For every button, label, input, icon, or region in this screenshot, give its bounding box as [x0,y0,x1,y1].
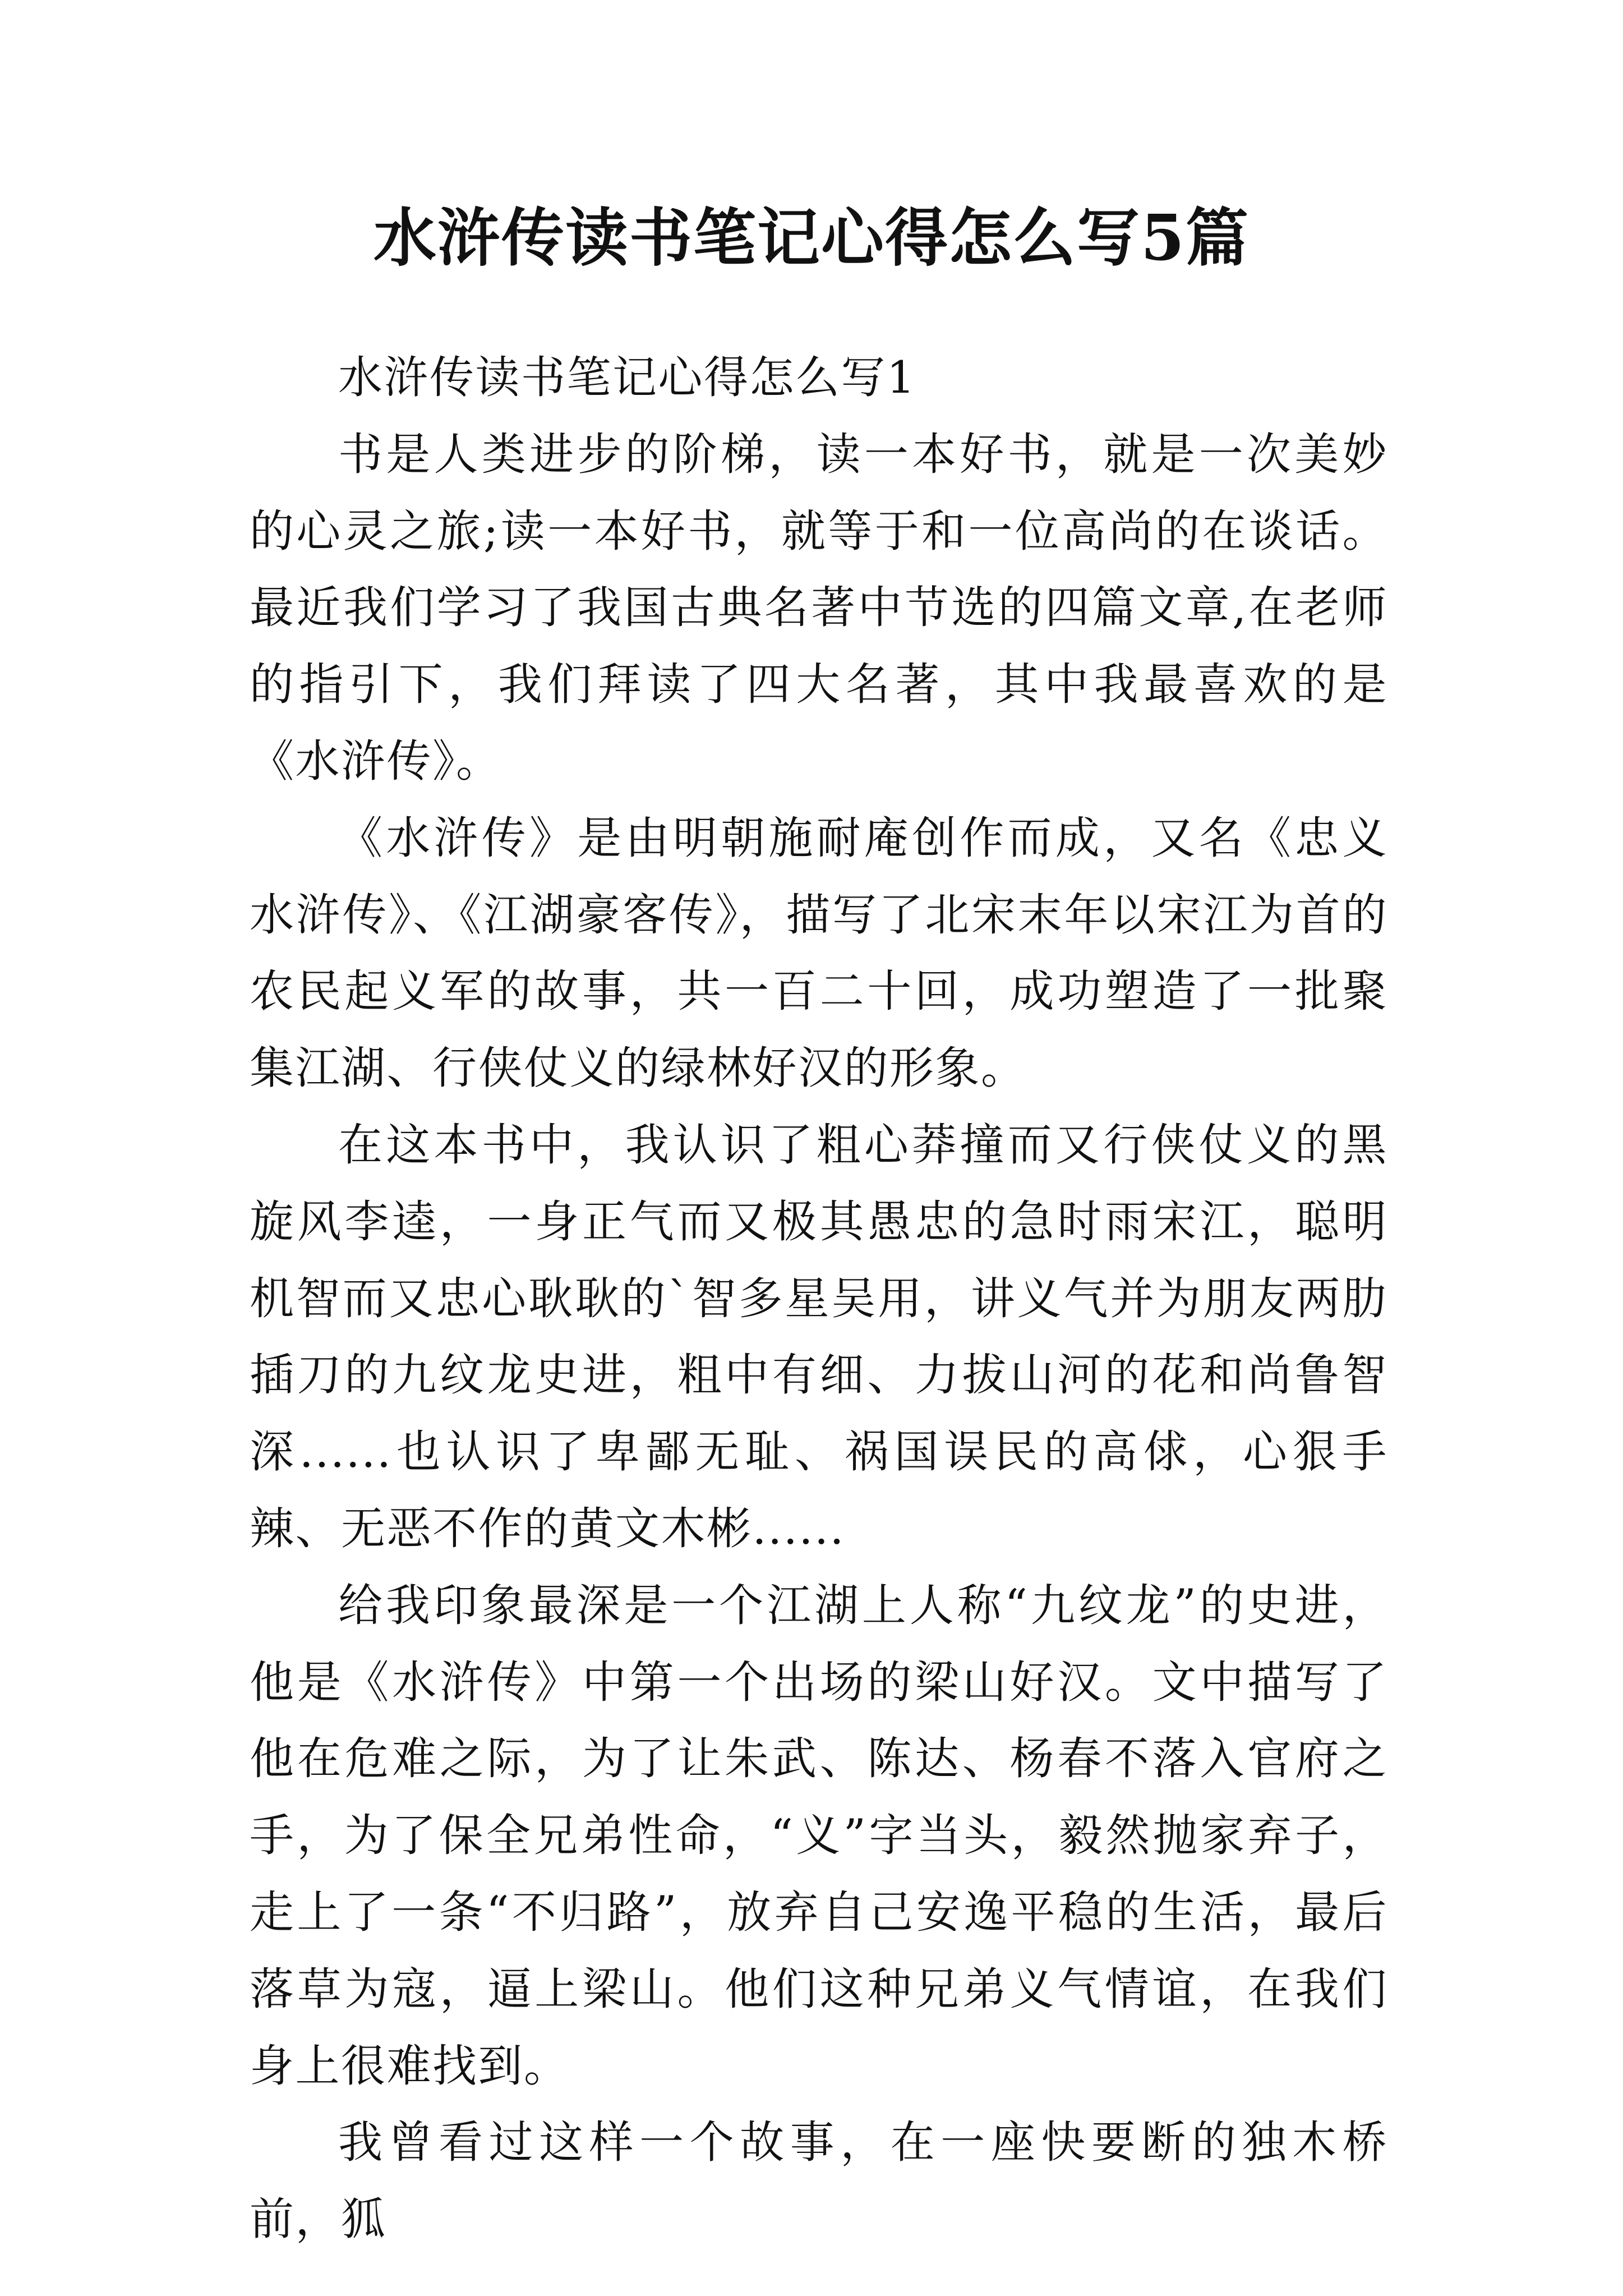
paragraph: 《水浒传》是由明朝施耐庵创作而成，又名《忠义水浒传》、《江湖豪客传》，描写了北宋末年以宋江为首的农民起义军的故事，共一百二十回，成功塑造了一批聚集江湖、行侠仗义的绿林好汉的形象。 [250,812,1388,1094]
paragraph: 在这本书中，我认识了粗心莽撞而又行侠仗义的黑旋风李逵，一身正气而又极其愚忠的急时雨宋江，聪明机智而又忠心耿耿的`智多星吴用，讲义气并为朋友两肋插刀的九纹龙史进，粗中有细、力拔山河的花和尚鲁智深......也认识了卑鄙无耻、祸国误民的高俅，心狠手辣、无恶不作的黄文木彬...... [250,1119,1388,1554]
document-title: 水浒传读书笔记心得怎么写5篇 [374,201,1249,275]
section-heading: 水浒传读书笔记心得怎么写1 [338,352,916,403]
paragraph: 我曾看过这样一个故事，在一座快要断的独木桥前，狐 [250,2116,1388,2246]
paragraph: 书是人类进步的阶梯，读一本好书，就是一次美妙的心灵之旅;读一本好书，就等于和一位高尚的在谈话。最近我们学习了我国古典名著中节选的四篇文章,在老师的指引下，我们拜读了四大名著，其中我最喜欢的是《水浒传》。 [250,428,1388,787]
document-body [250,339,1388,2258]
paragraph: 给我印象最深是一个江湖上人称“九纹龙”的史进，他是《水浒传》中第一个出场的梁山好汉。文中描写了他在危难之际，为了让朱武、陈达、杨春不落入官府之手，为了保全兄弟性命，“义”字当头，毅然抛家弃子，走上了一条“不归路”，放弃自己安逸平稳的生活，最后落草为寇，逼上梁山。他们这种兄弟义气情谊，在我们身上很难找到。 [250,1579,1388,2092]
